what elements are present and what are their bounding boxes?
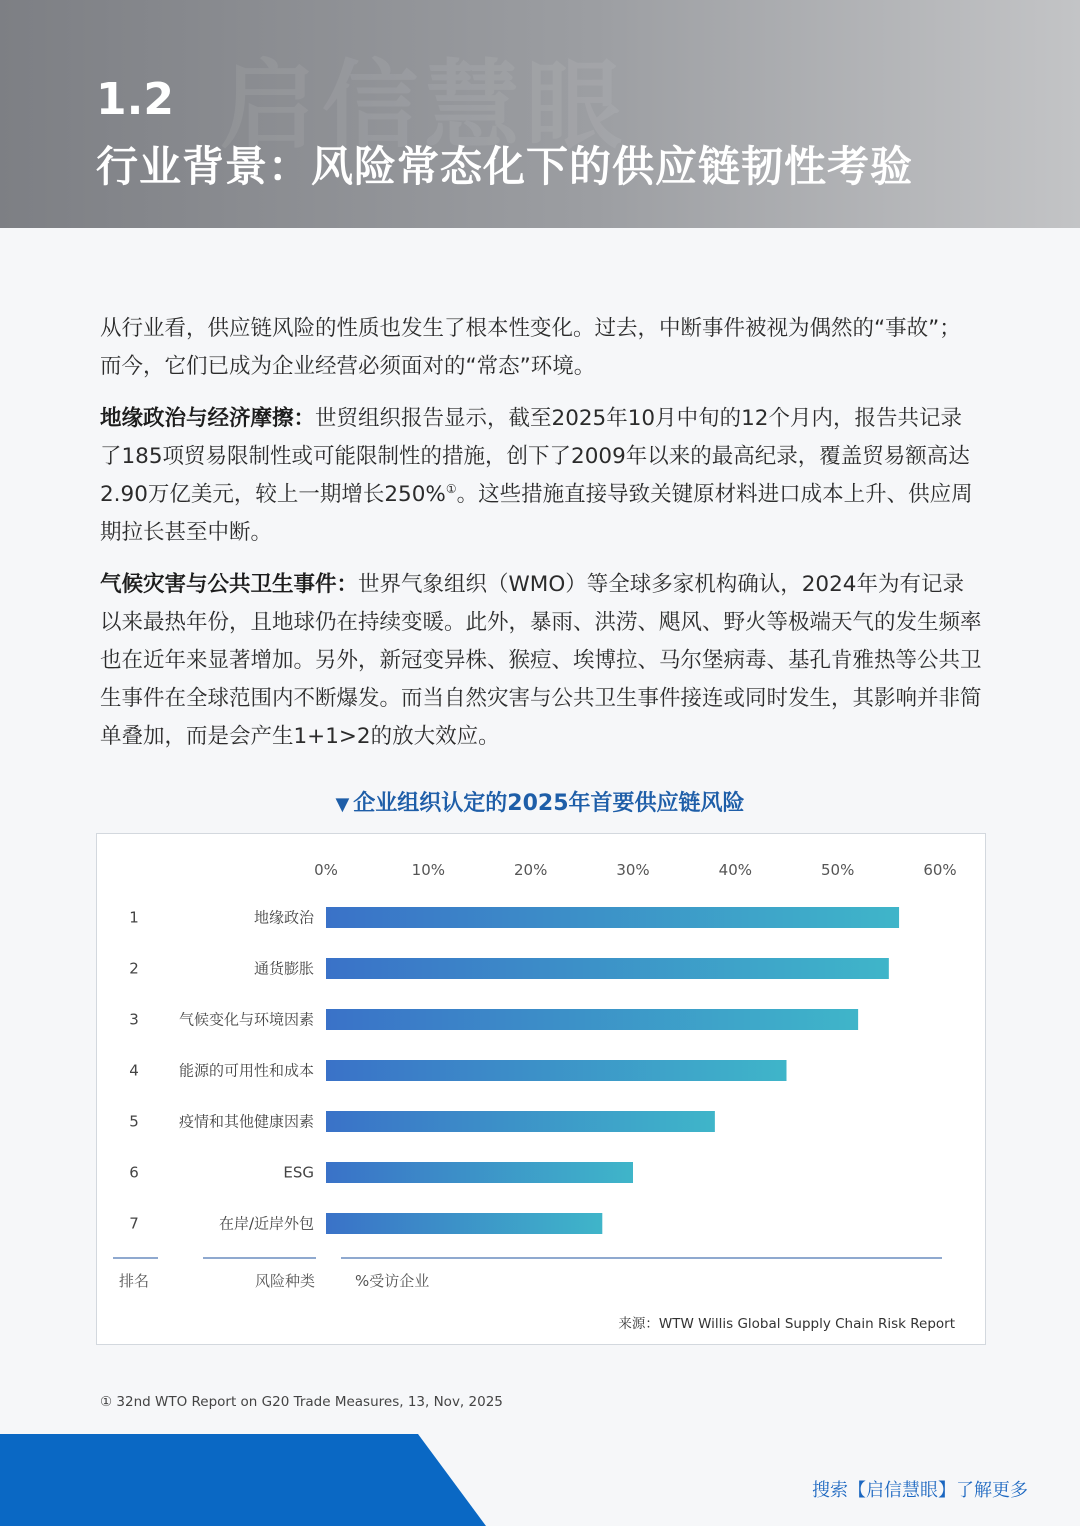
bar (326, 1162, 633, 1183)
bar (326, 907, 899, 928)
category-label: 地缘政治 (253, 908, 314, 927)
rank-label: 4 (129, 1061, 139, 1080)
paragraph-intro: 从行业看，供应链风险的性质也发生了根本性变化。过去，中断事件被视为偶然的“事故”；而今，它们已成为企业经营必须面对的“常态”环境。 (100, 316, 961, 379)
rank-label: 5 (129, 1112, 139, 1131)
paragraph-geopolitics-tail: 。这些措施直接导致关键原材料进口成本上升、供应周期拉长甚至中断。 (100, 482, 973, 545)
paragraph-geopolitics-text: 世贸组织报告显示，截至2025年10月中旬的12个月内，报告共记录了185项贸易限制性或可能限制性的措施，创下了2009年以来的最高纪录，覆盖贸易额高达2.90万亿美元，较上一期增长250% (100, 406, 970, 507)
rank-label: 1 (129, 908, 139, 927)
category-label: 通货膨胀 (253, 959, 314, 978)
bar (326, 1060, 787, 1081)
rank-label: 3 (129, 1010, 139, 1029)
x-tick-label: 0% (314, 861, 338, 879)
rank-column-label: 排名 (119, 1272, 150, 1290)
chart-panel (96, 833, 986, 1345)
footer-band (0, 1434, 500, 1526)
x-tick-label: 10% (411, 861, 446, 879)
x-tick-label: 40% (718, 861, 753, 879)
category-label: ESG (283, 1163, 314, 1182)
category-column-label: 风险种类 (254, 1272, 315, 1290)
section-number: 1.2 (96, 74, 174, 125)
category-label: 在岸/近岸外包 (218, 1214, 314, 1233)
footnote: ① 32nd WTO Report on G20 Trade Measures, 13, Nov, 2025 (100, 1394, 503, 1410)
category-label: 能源的可用性和成本 (178, 1061, 314, 1080)
category-label: 疫情和其他健康因素 (178, 1112, 314, 1131)
brand-watermark: 启信慧眼 (220, 50, 628, 162)
rank-label: 6 (129, 1163, 139, 1182)
bar (326, 958, 889, 979)
paragraph-climate (100, 566, 982, 756)
paragraph-geopolitics (100, 400, 982, 552)
value-column-label: %受访企业 (355, 1272, 430, 1290)
x-tick-label: 30% (616, 861, 650, 879)
footnote-marker[interactable]: ① (445, 481, 457, 496)
bar (326, 1009, 858, 1030)
rank-label: 2 (129, 959, 139, 978)
paragraph-climate-text: 世界气象组织（WMO）等全球多家机构确认，2024年为有记录以来最热年份，且地球仍在持续变暖。此外，暴雨、洪涝、飓风、野火等极端天气的发生频率也在近年来显著增加。另外，新冠变异株、猴痘、埃博拉、马尔堡病毒、基孔肯雅热等公共卫生事件在全球范围内不断爆发。而当自然灾害与公共卫生事件接连或同时发生，其影响并非简单叠加，而是会产生1+1>2的放大效应。 (100, 572, 982, 749)
page-header (0, 0, 1080, 228)
body-text (100, 310, 982, 770)
x-tick-label: 60% (923, 861, 957, 879)
chart-source: 来源：WTW Willis Global Supply Chain Risk Report (618, 1316, 955, 1332)
x-tick-label: 50% (820, 861, 855, 879)
bar (326, 1111, 715, 1132)
paragraph-climate-lead: 气候灾害与公共卫生事件： (100, 572, 359, 597)
x-tick-label: 20% (513, 861, 548, 879)
category-label: 气候变化与环境因素 (178, 1010, 314, 1029)
paragraph-geopolitics-lead: 地缘政治与经济摩擦： (100, 406, 316, 431)
chart-title: ▼ 企业组织认定的2025年首要供应链风险 (335, 791, 745, 816)
bar (326, 1213, 602, 1234)
bar-chart (97, 834, 987, 1346)
section-title: 行业背景：风险常态化下的供应链韧性考验 (96, 142, 914, 191)
footer-search-link[interactable]: 搜索【启信慧眼】了解更多 (812, 1480, 1028, 1501)
triangle-down-icon: ▼ (335, 794, 350, 815)
rank-label: 7 (129, 1214, 139, 1233)
